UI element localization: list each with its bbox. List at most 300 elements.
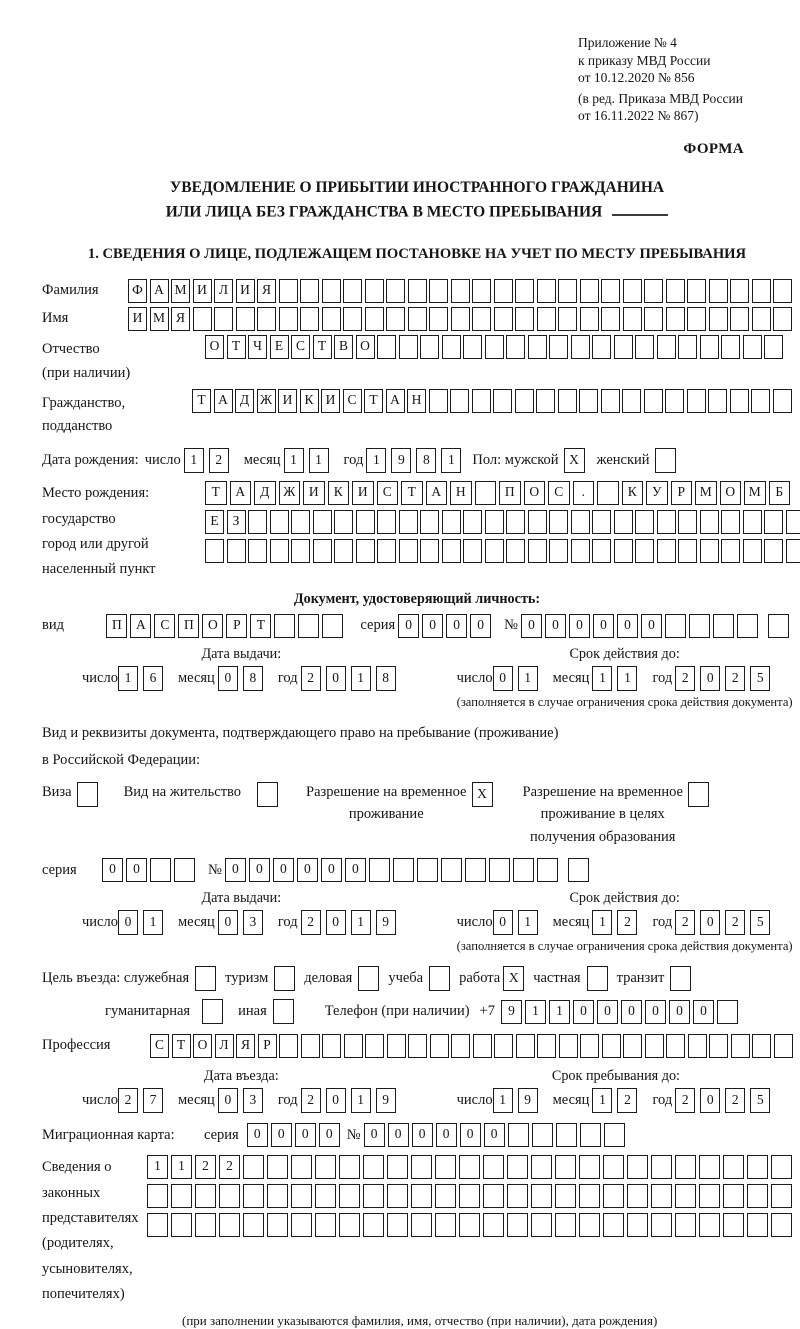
char-box[interactable]: [580, 279, 599, 303]
char-box[interactable]: [699, 1213, 720, 1237]
char-box[interactable]: Т: [313, 335, 332, 359]
char-box[interactable]: 9: [391, 448, 411, 473]
char-box[interactable]: М: [744, 481, 766, 505]
char-box[interactable]: [195, 1184, 216, 1208]
char-box[interactable]: [387, 1184, 408, 1208]
char-box[interactable]: [747, 1184, 768, 1208]
char-box[interactable]: [195, 1213, 216, 1237]
char-box[interactable]: 7: [143, 1088, 163, 1113]
purpose-commercial-checkbox[interactable]: [358, 966, 379, 991]
char-box[interactable]: 0: [364, 1123, 385, 1147]
char-box[interactable]: С: [150, 1034, 169, 1058]
char-box[interactable]: [580, 1123, 601, 1147]
char-box[interactable]: [377, 510, 396, 534]
char-box[interactable]: [516, 1034, 535, 1058]
char-box[interactable]: [771, 1213, 792, 1237]
char-box[interactable]: А: [386, 389, 405, 413]
char-box[interactable]: [571, 335, 590, 359]
char-box[interactable]: П: [106, 614, 127, 638]
char-box[interactable]: [635, 510, 654, 534]
char-box[interactable]: [747, 1213, 768, 1237]
char-box[interactable]: [675, 1155, 696, 1179]
char-box[interactable]: [369, 858, 390, 882]
char-box[interactable]: [601, 389, 620, 413]
char-box[interactable]: [485, 539, 504, 563]
char-box[interactable]: [528, 539, 547, 563]
char-box[interactable]: З: [227, 510, 246, 534]
char-box[interactable]: [451, 279, 470, 303]
char-box[interactable]: [485, 510, 504, 534]
char-box[interactable]: У: [646, 481, 668, 505]
char-box[interactable]: [171, 1213, 192, 1237]
char-box[interactable]: 0: [493, 910, 513, 935]
char-box[interactable]: 2: [675, 910, 695, 935]
char-box[interactable]: [764, 539, 783, 563]
char-box[interactable]: [411, 1155, 432, 1179]
char-box[interactable]: [537, 1034, 556, 1058]
char-box[interactable]: [774, 1034, 793, 1058]
char-box[interactable]: [387, 1034, 406, 1058]
char-box[interactable]: [602, 1034, 621, 1058]
char-box[interactable]: [651, 1213, 672, 1237]
char-box[interactable]: И: [303, 481, 325, 505]
char-box[interactable]: [483, 1213, 504, 1237]
char-box[interactable]: 1: [493, 1088, 513, 1113]
char-box[interactable]: [666, 1034, 685, 1058]
char-box[interactable]: [399, 335, 418, 359]
char-box[interactable]: 2: [301, 666, 321, 691]
char-box[interactable]: О: [205, 335, 224, 359]
char-box[interactable]: Е: [270, 335, 289, 359]
purpose-private-checkbox[interactable]: [587, 966, 608, 991]
char-box[interactable]: О: [202, 614, 223, 638]
char-box[interactable]: [747, 1155, 768, 1179]
char-box[interactable]: [463, 539, 482, 563]
purpose-humanitarian-checkbox[interactable]: [202, 999, 223, 1024]
char-box[interactable]: 1: [518, 910, 538, 935]
char-box[interactable]: К: [622, 481, 644, 505]
char-box[interactable]: [743, 510, 762, 534]
char-box[interactable]: Т: [172, 1034, 191, 1058]
char-box[interactable]: Я: [257, 279, 276, 303]
char-box[interactable]: [571, 539, 590, 563]
char-box[interactable]: [675, 1213, 696, 1237]
char-box[interactable]: [723, 1184, 744, 1208]
char-box[interactable]: О: [193, 1034, 212, 1058]
char-box[interactable]: [531, 1155, 552, 1179]
char-box[interactable]: [730, 279, 749, 303]
char-box[interactable]: [515, 307, 534, 331]
char-box[interactable]: А: [150, 279, 169, 303]
char-box[interactable]: [429, 389, 448, 413]
char-box[interactable]: [451, 1034, 470, 1058]
char-box[interactable]: [291, 1184, 312, 1208]
purpose-study-checkbox[interactable]: [429, 966, 450, 991]
char-box[interactable]: [537, 307, 556, 331]
char-box[interactable]: [752, 279, 771, 303]
char-box[interactable]: 0: [693, 1000, 714, 1024]
char-box[interactable]: [205, 539, 224, 563]
char-box[interactable]: 2: [617, 1088, 637, 1113]
char-box[interactable]: 2: [675, 666, 695, 691]
char-box[interactable]: [635, 335, 654, 359]
char-box[interactable]: [429, 279, 448, 303]
residence-permit-checkbox[interactable]: [257, 782, 278, 807]
gender-male-checkbox[interactable]: X: [564, 448, 585, 473]
char-box[interactable]: [723, 1155, 744, 1179]
char-box[interactable]: [435, 1155, 456, 1179]
char-box[interactable]: 5: [750, 910, 770, 935]
char-box[interactable]: [313, 539, 332, 563]
char-box[interactable]: [193, 307, 212, 331]
char-box[interactable]: [298, 614, 319, 638]
char-box[interactable]: [315, 1184, 336, 1208]
char-box[interactable]: 1: [592, 1088, 612, 1113]
char-box[interactable]: 0: [669, 1000, 690, 1024]
char-box[interactable]: [365, 1034, 384, 1058]
char-box[interactable]: [507, 1184, 528, 1208]
char-box[interactable]: [579, 1213, 600, 1237]
char-box[interactable]: [411, 1213, 432, 1237]
char-box[interactable]: 0: [218, 910, 238, 935]
char-box[interactable]: О: [356, 335, 375, 359]
char-box[interactable]: [339, 1155, 360, 1179]
char-box[interactable]: Р: [226, 614, 247, 638]
char-box[interactable]: Т: [192, 389, 211, 413]
char-box[interactable]: [627, 1184, 648, 1208]
char-box[interactable]: 0: [700, 666, 720, 691]
char-box[interactable]: [764, 510, 783, 534]
char-box[interactable]: [279, 1034, 298, 1058]
char-box[interactable]: 9: [376, 1088, 396, 1113]
char-box[interactable]: 0: [398, 614, 419, 638]
char-box[interactable]: [556, 1123, 577, 1147]
char-box[interactable]: [399, 539, 418, 563]
char-box[interactable]: [322, 307, 341, 331]
char-box[interactable]: 2: [118, 1088, 138, 1113]
char-box[interactable]: [473, 1034, 492, 1058]
char-box[interactable]: 0: [484, 1123, 505, 1147]
char-box[interactable]: [614, 335, 633, 359]
char-box[interactable]: [731, 1034, 750, 1058]
purpose-other-checkbox[interactable]: [273, 999, 294, 1024]
char-box[interactable]: 0: [218, 666, 238, 691]
char-box[interactable]: [243, 1213, 264, 1237]
char-box[interactable]: [666, 307, 685, 331]
char-box[interactable]: [483, 1155, 504, 1179]
char-box[interactable]: [601, 307, 620, 331]
char-box[interactable]: [442, 539, 461, 563]
char-box[interactable]: [267, 1184, 288, 1208]
char-box[interactable]: [493, 389, 512, 413]
char-box[interactable]: 0: [326, 1088, 346, 1113]
gender-female-checkbox[interactable]: [655, 448, 676, 473]
char-box[interactable]: [623, 1034, 642, 1058]
edu-residence-checkbox[interactable]: [688, 782, 709, 807]
char-box[interactable]: Ф: [128, 279, 147, 303]
char-box[interactable]: [752, 307, 771, 331]
char-box[interactable]: [334, 510, 353, 534]
char-box[interactable]: [322, 1034, 341, 1058]
char-box[interactable]: [678, 335, 697, 359]
purpose-business-checkbox[interactable]: [195, 966, 216, 991]
char-box[interactable]: Р: [671, 481, 693, 505]
char-box[interactable]: [356, 510, 375, 534]
char-box[interactable]: 0: [345, 858, 366, 882]
char-box[interactable]: [558, 279, 577, 303]
char-box[interactable]: [339, 1213, 360, 1237]
char-box[interactable]: [442, 510, 461, 534]
char-box[interactable]: [549, 539, 568, 563]
char-box[interactable]: И: [321, 389, 340, 413]
char-box[interactable]: 8: [376, 666, 396, 691]
purpose-tourism-checkbox[interactable]: [274, 966, 295, 991]
char-box[interactable]: 1: [143, 910, 163, 935]
char-box[interactable]: Т: [364, 389, 383, 413]
char-box[interactable]: [441, 858, 462, 882]
char-box[interactable]: К: [328, 481, 350, 505]
char-box[interactable]: [147, 1213, 168, 1237]
char-box[interactable]: [532, 1123, 553, 1147]
char-box[interactable]: 0: [247, 1123, 268, 1147]
char-box[interactable]: [645, 1034, 664, 1058]
char-box[interactable]: 0: [470, 614, 491, 638]
char-box[interactable]: [408, 307, 427, 331]
char-box[interactable]: Я: [171, 307, 190, 331]
char-box[interactable]: [614, 539, 633, 563]
char-box[interactable]: 0: [436, 1123, 457, 1147]
char-box[interactable]: [627, 1155, 648, 1179]
char-box[interactable]: [768, 614, 789, 638]
char-box[interactable]: [568, 858, 589, 882]
char-box[interactable]: [315, 1213, 336, 1237]
char-box[interactable]: И: [193, 279, 212, 303]
char-box[interactable]: [214, 307, 233, 331]
char-box[interactable]: [377, 335, 396, 359]
char-box[interactable]: [559, 1034, 578, 1058]
char-box[interactable]: [592, 335, 611, 359]
char-box[interactable]: [334, 539, 353, 563]
char-box[interactable]: 2: [301, 1088, 321, 1113]
char-box[interactable]: [678, 539, 697, 563]
char-box[interactable]: [386, 307, 405, 331]
char-box[interactable]: [450, 389, 469, 413]
char-box[interactable]: 8: [243, 666, 263, 691]
char-box[interactable]: [147, 1184, 168, 1208]
char-box[interactable]: [291, 539, 310, 563]
char-box[interactable]: 9: [501, 1000, 522, 1024]
char-box[interactable]: [489, 858, 510, 882]
char-box[interactable]: 0: [218, 1088, 238, 1113]
char-box[interactable]: 0: [446, 614, 467, 638]
char-box[interactable]: [435, 1184, 456, 1208]
char-box[interactable]: [687, 279, 706, 303]
char-box[interactable]: 0: [521, 614, 542, 638]
char-box[interactable]: 0: [412, 1123, 433, 1147]
char-box[interactable]: П: [178, 614, 199, 638]
char-box[interactable]: И: [128, 307, 147, 331]
char-box[interactable]: [475, 481, 497, 505]
char-box[interactable]: [291, 1155, 312, 1179]
char-box[interactable]: С: [377, 481, 399, 505]
char-box[interactable]: С: [291, 335, 310, 359]
char-box[interactable]: [344, 1034, 363, 1058]
char-box[interactable]: М: [695, 481, 717, 505]
char-box[interactable]: 1: [351, 666, 371, 691]
char-box[interactable]: [465, 858, 486, 882]
char-box[interactable]: [494, 1034, 513, 1058]
char-box[interactable]: 0: [118, 910, 138, 935]
char-box[interactable]: [429, 307, 448, 331]
char-box[interactable]: [709, 307, 728, 331]
char-box[interactable]: [700, 539, 719, 563]
char-box[interactable]: [752, 1034, 771, 1058]
char-box[interactable]: [363, 1184, 384, 1208]
char-box[interactable]: [675, 1184, 696, 1208]
char-box[interactable]: 0: [102, 858, 123, 882]
char-box[interactable]: [743, 335, 762, 359]
char-box[interactable]: 2: [617, 910, 637, 935]
char-box[interactable]: С: [343, 389, 362, 413]
char-box[interactable]: [528, 335, 547, 359]
char-box[interactable]: Е: [205, 510, 224, 534]
char-box[interactable]: 0: [326, 666, 346, 691]
char-box[interactable]: [442, 335, 461, 359]
char-box[interactable]: [171, 1184, 192, 1208]
char-box[interactable]: 1: [518, 666, 538, 691]
char-box[interactable]: [623, 279, 642, 303]
char-box[interactable]: [579, 389, 598, 413]
purpose-work-checkbox[interactable]: X: [503, 966, 524, 991]
char-box[interactable]: [657, 510, 676, 534]
char-box[interactable]: [528, 510, 547, 534]
char-box[interactable]: 3: [243, 1088, 263, 1113]
char-box[interactable]: [555, 1155, 576, 1179]
char-box[interactable]: [291, 1213, 312, 1237]
char-box[interactable]: [709, 1034, 728, 1058]
char-box[interactable]: Т: [401, 481, 423, 505]
char-box[interactable]: 2: [219, 1155, 240, 1179]
char-box[interactable]: [708, 389, 727, 413]
char-box[interactable]: [537, 279, 556, 303]
char-box[interactable]: [657, 539, 676, 563]
char-box[interactable]: К: [300, 389, 319, 413]
char-box[interactable]: [737, 614, 758, 638]
char-box[interactable]: [343, 279, 362, 303]
char-box[interactable]: [343, 307, 362, 331]
char-box[interactable]: О: [524, 481, 546, 505]
char-box[interactable]: [219, 1184, 240, 1208]
char-box[interactable]: [365, 279, 384, 303]
char-box[interactable]: [430, 1034, 449, 1058]
char-box[interactable]: 0: [422, 614, 443, 638]
char-box[interactable]: [536, 389, 555, 413]
char-box[interactable]: [322, 279, 341, 303]
char-box[interactable]: [386, 279, 405, 303]
char-box[interactable]: 2: [195, 1155, 216, 1179]
char-box[interactable]: [531, 1213, 552, 1237]
char-box[interactable]: [721, 539, 740, 563]
char-box[interactable]: [579, 1155, 600, 1179]
char-box[interactable]: 0: [319, 1123, 340, 1147]
char-box[interactable]: [730, 389, 749, 413]
char-box[interactable]: 3: [243, 910, 263, 935]
char-box[interactable]: А: [426, 481, 448, 505]
char-box[interactable]: 1: [118, 666, 138, 691]
char-box[interactable]: Л: [215, 1034, 234, 1058]
char-box[interactable]: [420, 510, 439, 534]
char-box[interactable]: [743, 539, 762, 563]
char-box[interactable]: [243, 1155, 264, 1179]
char-box[interactable]: [267, 1213, 288, 1237]
char-box[interactable]: [558, 307, 577, 331]
char-box[interactable]: [408, 1034, 427, 1058]
char-box[interactable]: [472, 279, 491, 303]
char-box[interactable]: 1: [351, 910, 371, 935]
char-box[interactable]: 0: [617, 614, 638, 638]
char-box[interactable]: [377, 539, 396, 563]
char-box[interactable]: [227, 539, 246, 563]
char-box[interactable]: Т: [227, 335, 246, 359]
char-box[interactable]: 1: [147, 1155, 168, 1179]
char-box[interactable]: [219, 1213, 240, 1237]
char-box[interactable]: [322, 614, 343, 638]
char-box[interactable]: В: [334, 335, 353, 359]
char-box[interactable]: [549, 510, 568, 534]
char-box[interactable]: [150, 858, 171, 882]
char-box[interactable]: Д: [235, 389, 254, 413]
char-box[interactable]: Н: [407, 389, 426, 413]
char-box[interactable]: [291, 510, 310, 534]
char-box[interactable]: [267, 1155, 288, 1179]
char-box[interactable]: [771, 1184, 792, 1208]
char-box[interactable]: [687, 389, 706, 413]
char-box[interactable]: 2: [209, 448, 229, 473]
char-box[interactable]: [507, 1213, 528, 1237]
char-box[interactable]: [279, 279, 298, 303]
char-box[interactable]: [730, 307, 749, 331]
char-box[interactable]: Ч: [248, 335, 267, 359]
char-box[interactable]: [689, 614, 710, 638]
char-box[interactable]: М: [150, 307, 169, 331]
char-box[interactable]: 1: [617, 666, 637, 691]
char-box[interactable]: [300, 279, 319, 303]
char-box[interactable]: Я: [236, 1034, 255, 1058]
char-box[interactable]: [537, 858, 558, 882]
char-box[interactable]: [751, 389, 770, 413]
char-box[interactable]: 0: [573, 1000, 594, 1024]
char-box[interactable]: 1: [525, 1000, 546, 1024]
char-box[interactable]: [688, 1034, 707, 1058]
char-box[interactable]: [644, 279, 663, 303]
char-box[interactable]: [494, 307, 513, 331]
char-box[interactable]: 0: [326, 910, 346, 935]
char-box[interactable]: 0: [297, 858, 318, 882]
char-box[interactable]: [721, 335, 740, 359]
char-box[interactable]: [243, 1184, 264, 1208]
char-box[interactable]: [555, 1213, 576, 1237]
char-box[interactable]: [623, 307, 642, 331]
char-box[interactable]: [270, 539, 289, 563]
char-box[interactable]: [699, 1155, 720, 1179]
char-box[interactable]: [571, 510, 590, 534]
char-box[interactable]: [451, 307, 470, 331]
char-box[interactable]: А: [130, 614, 151, 638]
char-box[interactable]: Ж: [257, 389, 276, 413]
char-box[interactable]: [459, 1213, 480, 1237]
char-box[interactable]: [408, 279, 427, 303]
char-box[interactable]: [315, 1155, 336, 1179]
